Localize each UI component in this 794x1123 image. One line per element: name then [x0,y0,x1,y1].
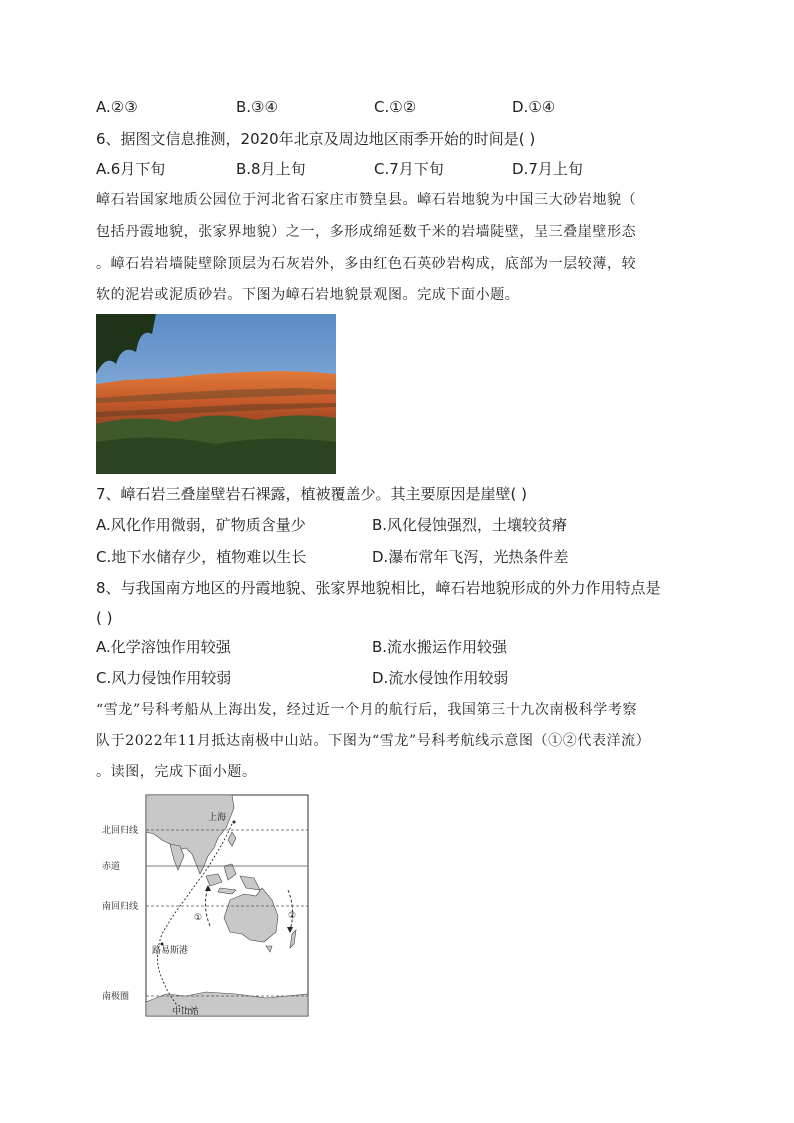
current-2-label: ② [288,911,297,921]
zhangshiyan-landscape-photo [96,314,336,474]
q5-option-c: C.①② [374,98,417,116]
passage1-line-2: 包括丹霞地貌，张家界地貌）之一，多形成绵延数千米的岩墙陡壁，呈三叠崖壁形态 [96,224,637,240]
tropic-capricorn-label: 南回归线 [102,902,139,912]
xuelong-route-map [96,794,312,1018]
passage2-line-3: 。读图，完成下面小题。 [96,764,257,780]
antarctic-circle-label: 南极圈 [102,992,130,1002]
q7-option-b: B.风化侵蚀强烈，土壤较贫瘠 [372,516,568,534]
q7-option-a: A.风化作用微弱，矿物质含量少 [96,516,306,534]
current-1-label: ① [194,913,203,923]
q6-option-a: A.6月下旬 [96,160,166,178]
passage2-line-1: “雪龙”号科考船从上海出发，经过近一个月的航行后，我国第三十九次南极科学考察 [96,702,638,718]
q8-option-a: A.化学溶蚀作用较强 [96,638,231,656]
shanghai-label: 上海 [208,813,227,823]
q5-option-a: A.②③ [96,98,138,116]
passage1-line-1: 嶂石岩国家地质公园位于河北省石家庄市赞皇县。嶂石岩地貌为中国三大砂岩地貌（ [96,192,637,208]
q7-question: 7、嶂石岩三叠崖壁岩石裸露，植被覆盖少。其主要原因是崖壁( ) [96,485,528,503]
equator-label: 赤道 [102,862,121,872]
q6-question: 6、据图文信息推测，2020年北京及周边地区雨季开始的时间是( ) [96,130,536,148]
q8-question-line-2: ( ) [96,609,113,627]
q6-option-d: D.7月上旬 [512,160,583,178]
q5-option-d: D.①④ [512,98,556,116]
passage1-line-3: 。嶂石岩岩墙陡壁除顶层为石灰岩外，多由红色石英砂岩构成，底部为一层较薄，较 [96,256,637,272]
q6-option-b: B.8月上旬 [236,160,306,178]
q8-option-d: D.流水侵蚀作用较弱 [372,669,509,687]
port-louis-label: 路易斯港 [152,946,189,956]
passage1-line-4: 软的泥岩或泥质砂岩。下图为嶂石岩地貌景观图。完成下面小题。 [96,287,520,303]
q8-option-c: C.风力侵蚀作用较弱 [96,669,232,687]
passage2-line-2: 队于2022年11月抵达南极中山站。下图为“雪龙”号科考航线示意图（①②代表洋流） [96,733,651,749]
q5-option-b: B.③④ [236,98,278,116]
q7-option-d: D.瀑布常年飞泻，光热条件差 [372,548,569,566]
q8-option-b: B.流水搬运作用较强 [372,638,508,656]
zhongshan-station-label: 中山站 [172,1007,200,1017]
q7-option-c: C.地下水储存少，植物难以生长 [96,548,307,566]
q8-question-line-1: 8、与我国南方地区的丹霞地貌、张家界地貌相比，嶂石岩地貌形成的外力作用特点是 [96,579,661,597]
tropic-cancer-label: 北回归线 [102,826,139,836]
q6-option-c: C.7月下旬 [374,160,444,178]
